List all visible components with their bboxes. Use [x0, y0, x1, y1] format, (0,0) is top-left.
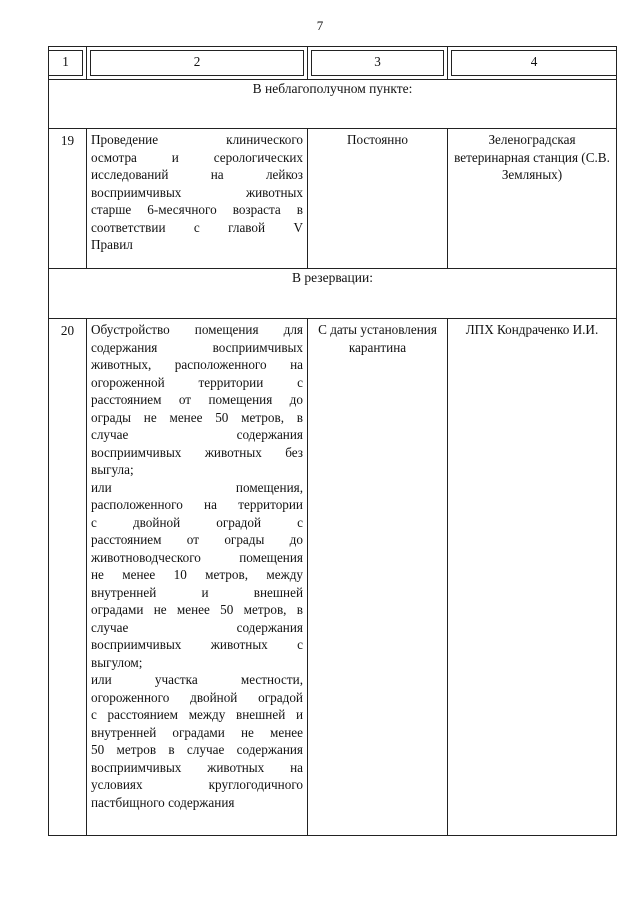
- description-line: с расстоянием между внешней и: [91, 707, 303, 722]
- description-line: не менее 10 метров, между: [91, 567, 303, 582]
- description-line: осмотра и серологических: [91, 149, 303, 165]
- header-cell-3: 3: [308, 47, 448, 80]
- description-line: огороженной территории с: [91, 374, 303, 390]
- section-title: В резервации:: [49, 269, 617, 319]
- page-number: 7: [316, 18, 324, 33]
- description-line: восприимчивых животных: [91, 184, 303, 200]
- section-row-unfavorable: [49, 80, 617, 129]
- description-line: расстоянием от ограды до: [91, 532, 303, 547]
- row-responsible: Зеленоградская ветеринарная станция (С.В. Земляных): [448, 129, 617, 269]
- row-term: С даты установления карантина: [308, 319, 448, 836]
- row-description: [87, 319, 308, 836]
- description-line: соответствии с главой V: [91, 219, 303, 235]
- description-line: Обустройство помещения для: [91, 322, 303, 337]
- description-line: пастбищного содержания: [91, 794, 235, 810]
- description-line: ограды не менее 50 метров, в: [91, 409, 303, 425]
- description-line: содержания восприимчивых: [91, 339, 303, 355]
- table-row: [49, 319, 617, 836]
- description-line: восприимчивых животных без: [91, 444, 303, 460]
- description-line: огороженного двойной оградой: [91, 689, 303, 705]
- description-line: Проведение клинического: [91, 132, 303, 147]
- row-description: [87, 129, 308, 269]
- description-line: Правил: [91, 237, 133, 252]
- description-line: оградами не менее 50 метров, в: [91, 602, 303, 617]
- description-line: выгулом;: [91, 654, 143, 670]
- description-line: исследований на лейкоз: [91, 167, 303, 182]
- description-line: или участка местности,: [91, 672, 303, 687]
- description-line: старше 6-месячного возраста в: [91, 202, 303, 217]
- row-number: 20: [49, 319, 87, 836]
- description-line: условиях круглогодичного: [91, 777, 303, 792]
- section-title: В неблагополучном пункте:: [49, 80, 617, 129]
- description-line: расположенного на территории: [91, 497, 303, 512]
- description-line: расстоянием от помещения до: [91, 392, 303, 407]
- description-line: восприимчивых животных с: [91, 637, 303, 652]
- row-term: Постоянно: [308, 129, 448, 269]
- row-responsible: ЛПХ Кондраченко И.И.: [448, 319, 617, 836]
- plan-table: [48, 46, 617, 836]
- header-cell-2: 2: [87, 47, 308, 80]
- description-line: внутренней и внешней: [91, 584, 303, 600]
- header-cell-1: 1: [49, 47, 87, 80]
- table-header-row: [49, 47, 617, 80]
- description-line: животноводческого помещения: [91, 549, 303, 565]
- description-line: внутренней оградами не менее: [91, 724, 303, 740]
- header-cell-4: 4: [448, 47, 617, 80]
- section-row-reservation: [49, 269, 617, 319]
- description-line: 50 метров в случае содержания: [91, 742, 303, 757]
- table-row: [49, 129, 617, 269]
- description-line: животных, расположенного на: [91, 357, 303, 372]
- description-line: с двойной оградой с: [91, 514, 303, 530]
- description-line: или помещения,: [91, 479, 303, 495]
- row-number: 19: [49, 129, 87, 269]
- description-line: случае содержания: [91, 427, 303, 442]
- description-line: восприимчивых животных на: [91, 759, 303, 775]
- description-line: выгула;: [91, 462, 134, 477]
- description-line: случае содержания: [91, 619, 303, 635]
